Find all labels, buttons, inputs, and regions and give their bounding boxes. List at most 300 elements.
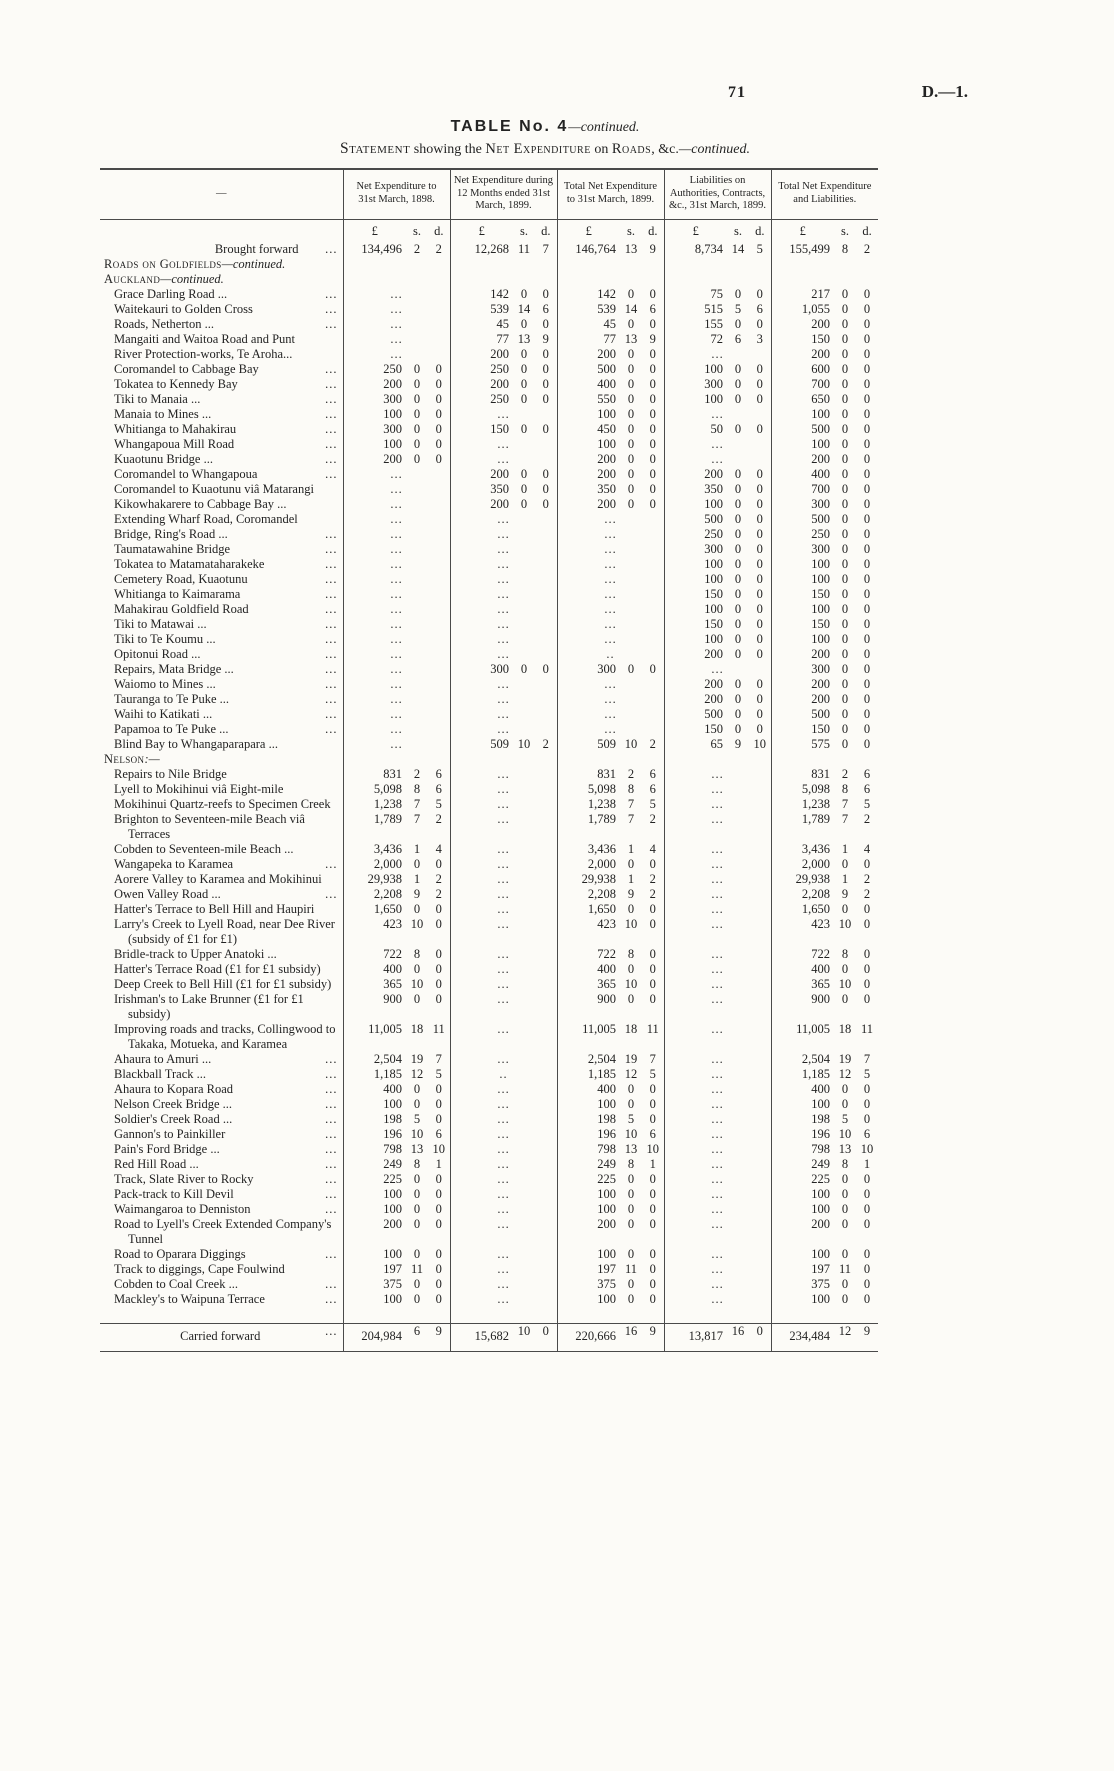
empty-dots: ... — [450, 527, 557, 542]
amount-pence: 0 — [756, 646, 763, 661]
amount-pounds: 100 — [664, 632, 727, 647]
amount-pence: 0 — [542, 346, 549, 361]
amount-shillings: 0 — [627, 1291, 635, 1306]
amount-pounds: 831 — [557, 767, 620, 782]
table-row — [100, 1247, 878, 1262]
empty-cell — [343, 272, 450, 287]
amount-pounds: 150 — [771, 587, 834, 602]
table-row — [100, 962, 878, 977]
amount-pounds: 1,650 — [343, 902, 406, 917]
row-label-text: River Protection-works, Te Aroha... — [114, 346, 293, 361]
empty-dots: ... — [450, 1277, 557, 1292]
amount-pence: 0 — [863, 946, 871, 961]
amount-pounds: 3,436 — [343, 842, 406, 857]
amount-shillings: 0 — [627, 1186, 635, 1201]
empty-dots: ... — [343, 722, 450, 737]
empty-dots: ... — [450, 1202, 557, 1217]
amount-shillings: 0 — [627, 481, 635, 496]
empty-cell — [771, 752, 878, 767]
amount-shillings: 12 — [410, 1066, 424, 1081]
amount-shillings: 5 — [841, 1111, 849, 1126]
empty-dots: ... — [664, 992, 771, 1022]
empty-cell — [664, 257, 771, 272]
amount-pence: 0 — [756, 676, 763, 691]
empty-dots: ... — [450, 692, 557, 707]
amount-pence: 6 — [649, 1126, 656, 1141]
amount-pounds: 200 — [557, 497, 620, 512]
amount-pence: 4 — [649, 841, 656, 856]
pounds-symbol: £ — [771, 219, 834, 242]
amount-pounds: 400 — [771, 962, 834, 977]
amount-pounds: 700 — [771, 377, 834, 392]
amount-pence: 1 — [435, 1156, 442, 1171]
amount-pounds: 350 — [557, 482, 620, 497]
amount-pounds: 400 — [557, 377, 620, 392]
table-row — [100, 1202, 878, 1217]
row-label-text: Mackley's to Waipuna Terrace — [114, 1291, 265, 1306]
amount-pounds: 150 — [450, 422, 513, 437]
amount-pounds: 225 — [557, 1172, 620, 1187]
amount-pence: 6 — [863, 766, 871, 781]
amount-shillings: 0 — [413, 451, 421, 466]
amount-pounds: 155 — [664, 317, 727, 332]
amount-pounds: 146,764 — [557, 242, 620, 257]
row-label — [100, 947, 343, 962]
amount-pence: 0 — [649, 361, 656, 376]
amount-pence: 0 — [435, 1171, 442, 1186]
amount-pence: 0 — [649, 1246, 656, 1261]
amount-pounds: 217 — [771, 287, 834, 302]
pence-symbol: d. — [862, 223, 872, 238]
amount-shillings: 0 — [734, 541, 742, 556]
table-row — [100, 557, 878, 572]
table-row — [100, 662, 878, 677]
amount-pounds: 198 — [343, 1112, 406, 1127]
pounds-symbol: £ — [557, 219, 620, 242]
row-label — [100, 797, 343, 812]
amount-pence: 0 — [649, 1291, 656, 1306]
amount-pence: 0 — [863, 391, 871, 406]
amount-pounds: 2,208 — [771, 887, 834, 902]
row-label-text: Cobden to Coal Creek ... — [114, 1276, 238, 1291]
empty-cell — [343, 752, 450, 767]
leader-dots: ... — [325, 1291, 338, 1306]
amount-shillings: 18 — [838, 1021, 852, 1036]
amount-pounds: 509 — [557, 737, 620, 752]
empty-dots: ... — [343, 617, 450, 632]
amount-shillings: 0 — [734, 286, 742, 301]
amount-pounds: 650 — [771, 392, 834, 407]
table-row — [100, 737, 878, 752]
amount-shillings: 8 — [627, 1156, 635, 1171]
row-label — [100, 557, 343, 572]
row-label — [100, 1097, 343, 1112]
pence-symbol: d. — [434, 223, 444, 238]
empty-dots: ... — [450, 407, 557, 422]
amount-shillings: 0 — [413, 1081, 421, 1096]
amount-pounds: 150 — [771, 332, 834, 347]
amount-shillings: 0 — [841, 361, 849, 376]
page-header — [95, 0, 995, 158]
amount-pounds: 500 — [557, 362, 620, 377]
amount-pence: 0 — [435, 856, 442, 871]
table-row — [100, 317, 878, 332]
table-row — [100, 572, 878, 587]
amount-shillings: 8 — [841, 946, 849, 961]
row-label — [100, 917, 343, 947]
amount-pounds: 539 — [557, 302, 620, 317]
row-label — [100, 512, 343, 527]
row-label-text: Carried forward — [180, 1328, 261, 1343]
amount-shillings: 0 — [734, 586, 742, 601]
row-label-text: Irishman's to Lake Brunner (£1 for £1 subsidy) — [114, 991, 304, 1021]
row-label — [100, 482, 343, 497]
amount-pence: 0 — [863, 541, 871, 556]
amount-pounds: 100 — [664, 602, 727, 617]
leader-dots: ... — [325, 1111, 338, 1126]
amount-pounds: 1,238 — [343, 797, 406, 812]
row-label — [100, 872, 343, 887]
empty-dots: ... — [557, 677, 664, 692]
empty-dots: ... — [450, 1082, 557, 1097]
table-row — [100, 1142, 878, 1157]
amount-pounds: 200 — [343, 452, 406, 467]
amount-pence: 0 — [863, 1261, 871, 1276]
row-label — [100, 962, 343, 977]
empty-dots: ... — [450, 1142, 557, 1157]
leader-dots: ... — [325, 406, 338, 421]
amount-shillings: 9 — [413, 886, 421, 901]
amount-pence: 5 — [649, 796, 656, 811]
table-row — [100, 617, 878, 632]
amount-pence: 6 — [863, 1126, 871, 1141]
amount-shillings: 0 — [841, 1276, 849, 1291]
row-label-text: Red Hill Road ... — [114, 1156, 199, 1171]
amount-shillings: 8 — [627, 946, 635, 961]
empty-dots: ... — [557, 542, 664, 557]
empty-dots: ... — [664, 1127, 771, 1142]
amount-shillings: 0 — [734, 706, 742, 721]
row-label-text: Lyell to Mokihinui viâ Eight-mile — [114, 781, 284, 796]
statement-line — [95, 140, 995, 158]
row-label — [100, 1067, 343, 1082]
section-row — [100, 752, 878, 767]
row-label-text: Bridle-track to Upper Anatoki ... — [114, 946, 277, 961]
amount-pence: 1 — [863, 1156, 871, 1171]
column-header-total-exp-liabilities: Total Net Expenditure and Liabilities. — [771, 169, 878, 219]
row-label — [100, 692, 343, 707]
amount-pence: 6 — [649, 766, 656, 781]
leader-dots: ... — [325, 451, 338, 466]
amount-pounds: 100 — [771, 572, 834, 587]
amount-shillings: 11 — [838, 1261, 852, 1276]
amount-shillings: 0 — [734, 376, 742, 391]
empty-dots: ... — [664, 1247, 771, 1262]
column-header-net-exp-12mo: Net Expenditure during 12 Months ended 31st March, 1899. — [450, 169, 557, 219]
amount-pence: 0 — [649, 901, 656, 916]
section-name: Roads on Goldfields — [104, 256, 222, 271]
amount-pence: 4 — [435, 841, 442, 856]
amount-shillings: 0 — [734, 361, 742, 376]
amount-pounds: 550 — [557, 392, 620, 407]
leader-dots: ... — [325, 886, 338, 901]
amount-pounds: 200 — [771, 647, 834, 662]
empty-dots: ... — [664, 1277, 771, 1292]
amount-pounds: 8,734 — [664, 242, 727, 257]
amount-pence: 0 — [863, 511, 871, 526]
amount-pence: 0 — [542, 466, 549, 481]
amount-pence: 0 — [756, 586, 763, 601]
leader-dots: ... — [325, 631, 338, 646]
amount-shillings: 0 — [841, 391, 849, 406]
amount-shillings: 0 — [627, 316, 635, 331]
amount-shillings: 16 — [620, 1323, 642, 1351]
amount-shillings: 0 — [841, 1246, 849, 1261]
empty-cell — [450, 257, 557, 272]
amount-pounds: 365 — [557, 977, 620, 992]
empty-dots: ... — [343, 587, 450, 602]
row-label-text: Cemetery Road, Kuaotunu — [114, 571, 248, 586]
empty-dots: ... — [450, 962, 557, 977]
amount-pence: 0 — [863, 1246, 871, 1261]
amount-shillings: 14 — [731, 241, 745, 256]
empty-cell — [343, 257, 450, 272]
table-row — [100, 1277, 878, 1292]
row-label — [100, 272, 343, 287]
amount-pounds: 11,005 — [557, 1022, 620, 1052]
amount-pounds: 200 — [664, 692, 727, 707]
leader-dots: ... — [325, 1051, 338, 1066]
amount-pence: 0 — [863, 736, 871, 751]
row-label-text: Whitianga to Kaimarama — [114, 586, 241, 601]
empty-dots: ... — [664, 1157, 771, 1172]
amount-pence: 6 — [435, 766, 442, 781]
table-row — [100, 482, 878, 497]
currency-header-row — [100, 219, 878, 242]
amount-pence: 0 — [863, 1171, 871, 1186]
row-label — [100, 497, 343, 512]
amount-pence: 2 — [542, 736, 549, 751]
amount-pounds: 197 — [771, 1262, 834, 1277]
row-label — [100, 1187, 343, 1202]
amount-pence: 6 — [863, 781, 871, 796]
leader-dots: ... — [325, 586, 338, 601]
row-label-text: Pain's Ford Bridge ... — [114, 1141, 220, 1156]
amount-pence: 2 — [863, 886, 871, 901]
amount-pence: 0 — [435, 991, 442, 1006]
row-label-text: Tiki to Te Koumu ... — [114, 631, 216, 646]
amount-shillings: 6 — [734, 331, 742, 346]
amount-pounds: 500 — [771, 707, 834, 722]
amount-pence: 0 — [863, 466, 871, 481]
amount-shillings: 10 — [838, 1126, 852, 1141]
amount-shillings: 0 — [413, 1096, 421, 1111]
amount-shillings: 8 — [841, 1156, 849, 1171]
table-title — [95, 118, 995, 136]
amount-pounds: 400 — [557, 1082, 620, 1097]
amount-shillings: 0 — [841, 1291, 849, 1306]
amount-pounds: 1,650 — [771, 902, 834, 917]
amount-shillings: 0 — [413, 901, 421, 916]
amount-pence: 0 — [542, 316, 549, 331]
amount-shillings: 0 — [413, 1186, 421, 1201]
amount-pounds: 13,817 — [664, 1323, 727, 1351]
row-label — [100, 767, 343, 782]
amount-pence: 0 — [756, 556, 763, 571]
table-row — [100, 722, 878, 737]
amount-pence: 5 — [756, 241, 763, 256]
amount-pence: 0 — [863, 631, 871, 646]
amount-shillings: 10 — [624, 976, 638, 991]
empty-dots: ... — [450, 842, 557, 857]
leader-dots: ... — [325, 556, 338, 571]
leader-dots: ... — [325, 1201, 338, 1216]
pence-symbol: d. — [541, 223, 551, 238]
amount-pence: 10 — [646, 1141, 659, 1156]
amount-shillings: 0 — [841, 616, 849, 631]
amount-shillings: 8 — [841, 781, 849, 796]
amount-shillings: 10 — [410, 916, 424, 931]
amount-pounds: 196 — [343, 1127, 406, 1142]
amount-pence: 0 — [435, 391, 442, 406]
row-label — [100, 1292, 343, 1307]
shillings-symbol: s. — [520, 223, 528, 238]
empty-dots: ... — [664, 872, 771, 887]
empty-dots: ... — [664, 1097, 771, 1112]
row-label — [100, 752, 343, 767]
amount-pence: 0 — [756, 631, 763, 646]
amount-pence: 0 — [863, 1081, 871, 1096]
amount-pounds: 200 — [557, 467, 620, 482]
amount-pence: 0 — [863, 601, 871, 616]
row-label-text: Waihi to Katikati ... — [114, 706, 213, 721]
amount-pence: 0 — [756, 721, 763, 736]
amount-pounds: 150 — [664, 587, 727, 602]
amount-pence: 0 — [542, 376, 549, 391]
amount-pence: 9 — [856, 1323, 878, 1351]
amount-pence: 0 — [863, 556, 871, 571]
amount-shillings: 0 — [841, 1096, 849, 1111]
amount-shillings: 2 — [627, 766, 635, 781]
amount-shillings: 1 — [627, 841, 635, 856]
amount-pounds: 234,484 — [771, 1323, 834, 1351]
row-label — [100, 632, 343, 647]
row-label — [100, 452, 343, 467]
row-label — [100, 992, 343, 1022]
amount-shillings: 10 — [838, 976, 852, 991]
amount-pounds: 200 — [557, 347, 620, 362]
amount-shillings: 0 — [841, 331, 849, 346]
amount-pounds: 45 — [557, 317, 620, 332]
row-label — [100, 527, 343, 542]
amount-pounds: 509 — [450, 737, 513, 752]
amount-pence: 0 — [756, 706, 763, 721]
amount-pounds: 500 — [771, 422, 834, 437]
amount-pence: 6 — [756, 301, 763, 316]
empty-cell — [771, 257, 878, 272]
empty-dots: ... — [343, 692, 450, 707]
row-label — [100, 302, 343, 317]
row-label-text: Wangapeka to Karamea — [114, 856, 234, 871]
amount-pence: 0 — [649, 661, 656, 676]
amount-pounds: 400 — [771, 467, 834, 482]
amount-shillings: 16 — [727, 1323, 749, 1351]
amount-pounds: 100 — [771, 602, 834, 617]
amount-shillings: 0 — [841, 376, 849, 391]
statement-roads: Roads — [611, 141, 652, 157]
amount-pence: 0 — [863, 496, 871, 511]
amount-pounds: 200 — [343, 377, 406, 392]
amount-shillings: 0 — [413, 376, 421, 391]
amount-pence: 0 — [863, 286, 871, 301]
amount-shillings: 0 — [413, 421, 421, 436]
amount-pounds: 375 — [557, 1277, 620, 1292]
row-label-text: Coromandel to Kuaotunu viâ Matarangi — [114, 481, 314, 496]
amount-shillings: 7 — [841, 796, 849, 811]
empty-dots: ... — [450, 797, 557, 812]
amount-shillings: 8 — [413, 781, 421, 796]
column-header-row — [100, 169, 878, 219]
amount-pounds: 798 — [771, 1142, 834, 1157]
amount-pounds: 831 — [771, 767, 834, 782]
amount-shillings: 9 — [841, 886, 849, 901]
table-row — [100, 1112, 878, 1127]
amount-shillings: 0 — [627, 1171, 635, 1186]
leader-dots: ... — [325, 391, 338, 406]
row-label — [100, 317, 343, 332]
amount-shillings: 0 — [413, 406, 421, 421]
amount-pence: 0 — [863, 1216, 871, 1231]
amount-shillings: 13 — [624, 1141, 638, 1156]
amount-shillings: 0 — [841, 436, 849, 451]
amount-pence: 11 — [861, 1021, 874, 1036]
empty-dots: .. — [557, 647, 664, 662]
amount-shillings: 0 — [520, 316, 528, 331]
leader-dots: ... — [325, 1186, 338, 1201]
column-header-liabilities: Liabilities on Authorities, Contracts, &c., 31st March, 1899. — [664, 169, 771, 219]
row-label-text: Manaia to Mines ... — [114, 406, 212, 421]
amount-pounds: 200 — [771, 692, 834, 707]
row-label — [100, 332, 343, 347]
row-label — [100, 662, 343, 677]
amount-pence: 0 — [649, 316, 656, 331]
amount-pence: 6 — [435, 781, 442, 796]
amount-shillings: 8 — [413, 1156, 421, 1171]
table-title-continued: —continued. — [568, 120, 640, 135]
amount-pounds: 29,938 — [557, 872, 620, 887]
amount-pounds: 100 — [664, 557, 727, 572]
amount-pounds: 197 — [557, 1262, 620, 1277]
amount-shillings: 0 — [841, 571, 849, 586]
amount-pence: 7 — [649, 1051, 656, 1066]
leader-dots: ... — [325, 1066, 338, 1081]
row-label-text: Tiki to Manaia ... — [114, 391, 201, 406]
amount-pence: 2 — [863, 811, 871, 826]
empty-dots: ... — [664, 767, 771, 782]
amount-pounds: 900 — [771, 992, 834, 1022]
table-row — [100, 797, 878, 812]
shillings-symbol: s. — [734, 223, 742, 238]
amount-pounds: 1,789 — [343, 812, 406, 842]
row-label — [100, 842, 343, 857]
amount-pence: 0 — [435, 901, 442, 916]
empty-dots: ... — [450, 707, 557, 722]
table-row — [100, 1262, 878, 1277]
row-label — [100, 1323, 343, 1351]
section-row — [100, 272, 878, 287]
amount-shillings: 0 — [627, 421, 635, 436]
empty-cell — [343, 1307, 450, 1324]
